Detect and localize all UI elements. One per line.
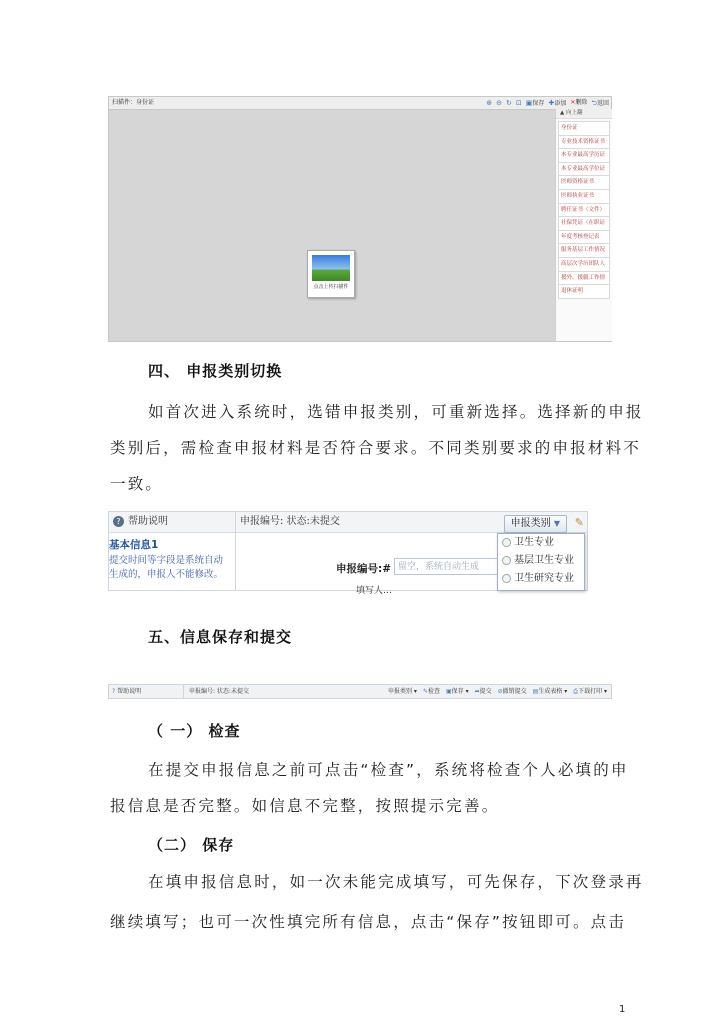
section5-heading: 五、信息保存和提交 (148, 628, 293, 646)
scan-panel-screenshot (108, 96, 612, 342)
help-panel (109, 512, 236, 590)
help-label: ? 帮助说明 (112, 688, 142, 695)
scan-toolbar (109, 97, 611, 110)
status-text: 申报编号: 状态:未提交 (189, 688, 249, 695)
partial-row: 填写人… (356, 586, 393, 596)
chevron-down-icon: ▼ (553, 519, 560, 528)
divider (183, 685, 184, 698)
option-research[interactable]: 卫生研究专业 (498, 570, 584, 588)
help-icon: ? (112, 688, 116, 695)
upload-scan-button[interactable] (307, 250, 355, 298)
image-placeholder-icon (312, 255, 350, 281)
option-grassroots[interactable]: 基层卫生专业 (498, 552, 584, 570)
paragraph-line: 类别后，需检查申报材料是否符合要求。不同类别要求的申报材料不 (110, 439, 642, 457)
help-header: ? 帮助说明 (109, 512, 235, 533)
paragraph-line: 在提交申报信息之前可点击“检查”，系统将检查个人必填的申 (148, 761, 629, 779)
check-icon: ✎ (422, 688, 428, 695)
help-text: 生成的，申报人不能修改。 (109, 569, 224, 580)
delete-tool-button[interactable]: ✕删除 (570, 99, 588, 106)
category-dropdown-menu (497, 533, 585, 591)
submit-icon: ➦ (474, 688, 480, 695)
add-tool-button[interactable]: ✚添加 (548, 99, 567, 107)
doc-item[interactable]: 聘任证书（文件） (558, 204, 610, 218)
page-number: 1 (619, 1004, 626, 1015)
doc-item[interactable]: 身份证 (558, 121, 610, 136)
doc-item[interactable]: 援外、援疆工作情 (558, 272, 610, 286)
help-text: 提交时间等字段是系统自动 (109, 555, 224, 566)
help-title: 基本信息1 (109, 539, 159, 551)
radio-icon (502, 538, 511, 547)
scroll-up-button[interactable]: ▲ 向上翻 (556, 109, 612, 119)
revoke-button[interactable]: ⊘撤销提交 (497, 688, 527, 695)
doc-item[interactable]: 医师资格证书 (558, 176, 610, 190)
save-button[interactable]: ▣保存 ▾ (445, 688, 469, 695)
doc-item[interactable]: 本专业最高学位证 (558, 163, 610, 177)
generate-table-button[interactable]: ▤生成表格 ▾ (532, 688, 568, 695)
form-toolbar-screenshot (108, 684, 612, 699)
doc-item[interactable]: 退休证明 (558, 285, 610, 299)
paragraph-line: 如首次进入系统时，选错申报类别，可重新选择。选择新的申报 (148, 403, 644, 421)
paragraph-line: 在填申报信息时，如一次未能完成填写，可先保存，下次登录再 (148, 873, 644, 891)
radio-icon (502, 556, 511, 565)
help-icon: ? (113, 516, 124, 527)
section4-heading: 四、 申报类别切换 (148, 362, 283, 380)
category-dropdown-button[interactable]: 申报类别 ▼ (504, 515, 567, 533)
status-bar: 申报编号: 状态:未提交 (236, 512, 587, 533)
doc-item[interactable]: 年度考核登记表 (558, 231, 610, 245)
paragraph-line: 继续填写；也可一次性填完所有信息，点击“保存”按钮即可。点击 (110, 913, 627, 931)
doc-item[interactable]: 服务基层工作情况 (558, 244, 610, 258)
download-print-button[interactable]: ⎙下载打印 ▾ (573, 688, 607, 695)
toolbar-buttons (388, 685, 607, 698)
pencil-icon[interactable]: ✎ (574, 516, 584, 529)
revoke-icon: ⊘ (497, 688, 503, 695)
code-label: 申报编号:# (336, 563, 391, 575)
scan-label: 扫描件：身份证 (112, 99, 155, 106)
scan-doc-list (555, 109, 612, 341)
option-health[interactable]: 卫生专业 (498, 534, 584, 552)
back-tool-button[interactable]: ⮌返回 (591, 99, 609, 107)
zoom-out-icon[interactable]: ⊖ (496, 99, 503, 107)
paragraph-line: 一致。 (110, 475, 164, 493)
doc-item[interactable]: 医师执业证书 (558, 190, 610, 204)
check-button[interactable]: ✎检查 (422, 688, 440, 695)
table-icon: ▤ (532, 688, 539, 695)
zoom-in-icon[interactable]: ⊕ (486, 99, 493, 107)
code-input[interactable]: 留空，系统自动生成 (394, 558, 498, 575)
save-tool-button[interactable]: ▣保存 (525, 99, 545, 107)
doc-item[interactable]: 社保凭证（在职证 (558, 217, 610, 231)
save-heading: （二） 保存 (148, 836, 235, 854)
doc-item[interactable]: 高层次学历团队人 (558, 258, 610, 272)
upload-caption: 点击上传扫描件 (313, 284, 349, 290)
fit-icon[interactable]: ⊡ (515, 99, 522, 107)
print-icon: ⎙ (573, 688, 579, 695)
check-heading: （ 一） 检查 (148, 722, 241, 740)
doc-item[interactable]: 本专业最高学历证 (558, 149, 610, 163)
doc-item[interactable]: 专业技术资格证书 (558, 136, 610, 150)
rotate-icon[interactable]: ↻ (506, 99, 512, 107)
radio-icon (502, 574, 511, 583)
paragraph-line: 报信息是否完整。如信息不完整，按照提示完善。 (110, 797, 500, 815)
save-icon: ▣ (445, 688, 452, 695)
category-button[interactable]: 申报类别 ▾ (388, 688, 417, 695)
submit-button[interactable]: ➦提交 (474, 688, 492, 695)
